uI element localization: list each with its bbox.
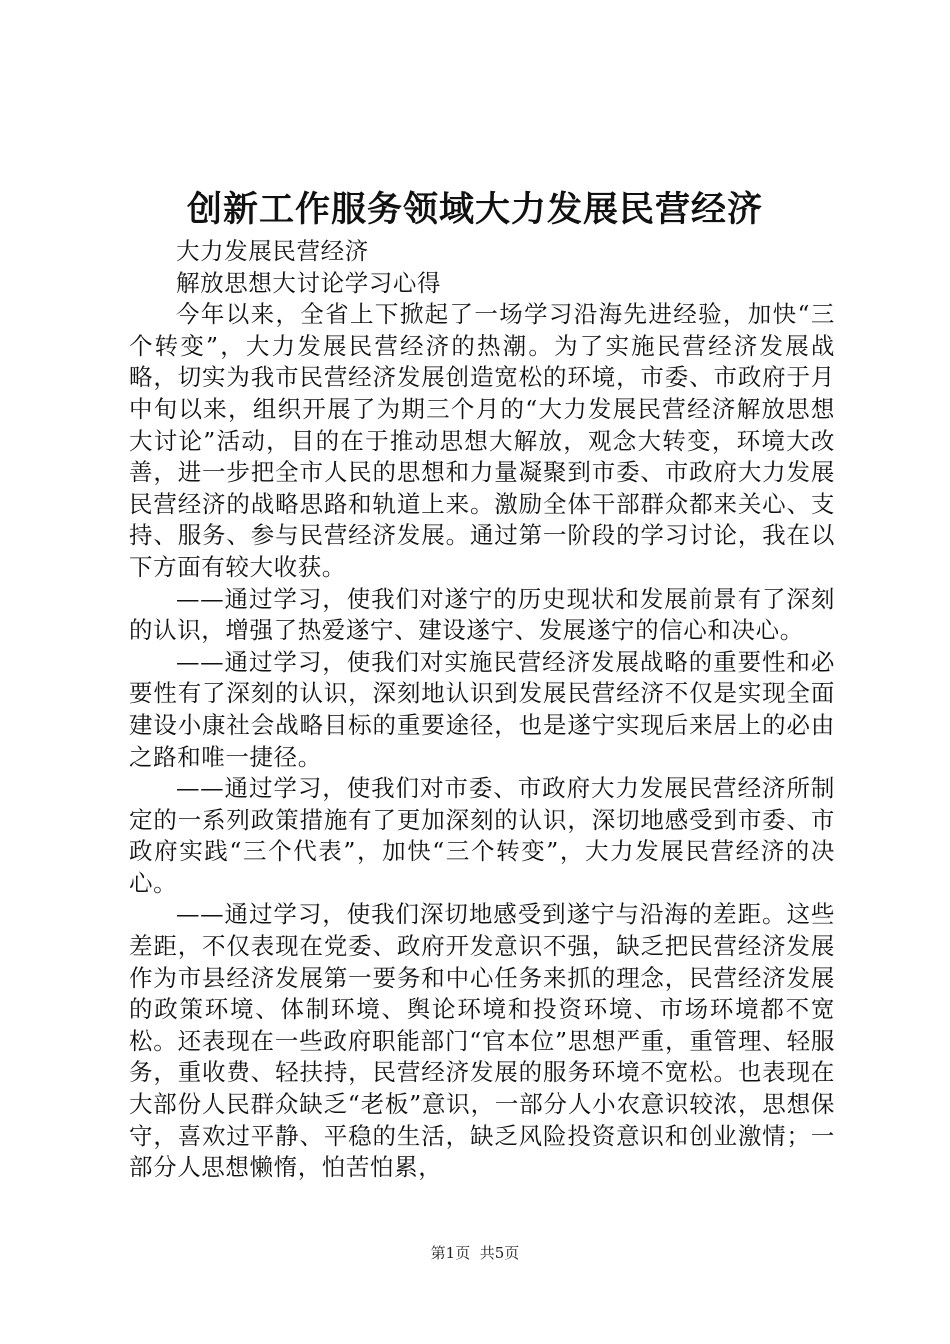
paragraph-intro: 今年以来，全省上下掀起了一场学习沿海先进经验，加快“三个转变”，大力发展民营经济的热潮。为了实施民营经济发展战略，切实为我市民营经济发展创造宽松的环境，市委、市政府于月中旬以来，组织开展了为期三个月的“大力发展民营经济解放思想大讨论”活动，目的在于推动思想大解放，观念大转变，环境大改善，进一步把全市人民的思想和力量凝聚到市委、市政府大力发展民营经济的战略思路和轨道上来。激励全体干部群众都来关心、支持、服务、参与民营经济发展。通过第一阶段的学习讨论，我在以下方面有较大收获。	[129, 300, 835, 581]
document-title: 创新工作服务领域大力发展民营经济	[186, 189, 763, 230]
paragraph-point-3: ——通过学习，使我们对市委、市政府大力发展民营经济所制定的一系列政策措施有了更加深刻的认识，深切地感受到市委、市政府实践“三个代表”，加快“三个转变”，大力发展民营经济的决心。	[129, 774, 835, 897]
paragraph-point-1: ——通过学习，使我们对遂宁的历史现状和发展前景有了深刻的认识，增强了热爱遂宁、建设遂宁、发展遂宁的信心和决心。	[129, 584, 835, 645]
subtitle-line-1: 大力发展民营经济	[176, 237, 369, 265]
page-total: 共5页	[479, 1244, 520, 1262]
subtitle-line-2: 解放思想大讨论学习心得	[176, 268, 442, 297]
page-number: 第1页	[430, 1244, 471, 1262]
page-footer	[0, 1243, 950, 1263]
document-body	[129, 236, 835, 1184]
paragraph-point-2: ——通过学习，使我们对实施民营经济发展战略的重要性和必要性有了深刻的认识，深刻地认识到发展民营经济不仅是实现全面建设小康社会战略目标的重要途径，也是遂宁实现后来居上的必由之路和唯一捷径。	[129, 647, 835, 771]
paragraph-point-4: ——通过学习，使我们深切地感受到遂宁与沿海的差距。这些差距，不仅表现在党委、政府开发意识不强，缺乏把民营经济发展作为市县经济发展第一要务和中心任务来抓的理念，民营经济发展的政策环境、体制环境、舆论环境和投资环境、市场环境都不宽松。还表现在一些政府职能部门“官本位”思想严重，重管理、轻服务，重收费、轻扶持，民营经济发展的服务环境不宽松。也表现在大部份人民群众缺乏“老板”意识，一部分人小农意识较浓，思想保守，喜欢过平静、平稳的生活，缺乏风险投资意识和创业激情；一部分人思想懒惰，怕苦怕累，	[129, 900, 835, 1182]
